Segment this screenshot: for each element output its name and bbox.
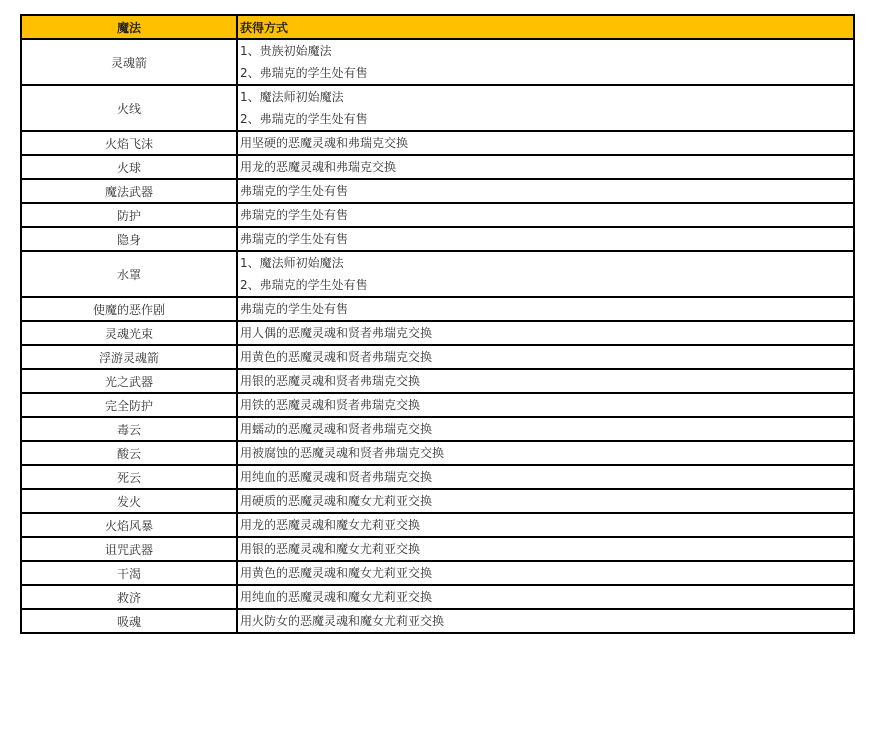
magic-name-cell: 火球 — [22, 156, 236, 178]
table-row — [22, 466, 853, 488]
acquisition-cell — [238, 86, 853, 130]
table-row — [22, 298, 853, 320]
table-row — [22, 86, 853, 130]
acquisition-line: 用人偶的恶魔灵魂和贤者弗瑞克交换 — [240, 326, 433, 340]
magic-name-cell: 浮游灵魂箭 — [22, 346, 236, 368]
acquisition-line: 用龙的恶魔灵魂和魔女尤莉亚交换 — [240, 518, 421, 532]
acquisition-cell — [238, 204, 853, 226]
acquisition-line: 用银的恶魔灵魂和贤者弗瑞克交换 — [240, 374, 421, 388]
table-row — [22, 132, 853, 154]
magic-name-cell: 使魔的恶作剧 — [22, 298, 236, 320]
table-row — [22, 252, 853, 296]
magic-name-cell: 发火 — [22, 490, 236, 512]
acquisition-cell — [238, 586, 853, 608]
magic-table-container — [20, 14, 855, 634]
acquisition-cell — [238, 298, 853, 320]
acquisition-line: 用黄色的恶魔灵魂和贤者弗瑞克交换 — [240, 350, 433, 364]
acquisition-cell — [238, 40, 853, 84]
acquisition-line: 2、弗瑞克的学生处有售 — [240, 66, 368, 80]
acquisition-line: 用铁的恶魔灵魂和贤者弗瑞克交换 — [240, 398, 421, 412]
table-row — [22, 586, 853, 608]
magic-name-cell: 光之武器 — [22, 370, 236, 392]
acquisition-line: 用坚硬的恶魔灵魂和弗瑞克交换 — [240, 136, 409, 150]
table-row — [22, 418, 853, 440]
table-row — [22, 156, 853, 178]
magic-name-cell: 隐身 — [22, 228, 236, 250]
acquisition-cell — [238, 156, 853, 178]
acquisition-cell — [238, 466, 853, 488]
acquisition-line: 弗瑞克的学生处有售 — [240, 184, 349, 198]
acquisition-cell — [238, 394, 853, 416]
acquisition-line: 用黄色的恶魔灵魂和魔女尤莉亚交换 — [240, 566, 433, 580]
magic-name-cell: 火焰飞沫 — [22, 132, 236, 154]
table-row — [22, 490, 853, 512]
table-header-row — [22, 16, 853, 38]
acquisition-line: 用纯血的恶魔灵魂和贤者弗瑞克交换 — [240, 470, 433, 484]
acquisition-line: 用纯血的恶魔灵魂和魔女尤莉亚交换 — [240, 590, 433, 604]
table-row — [22, 610, 853, 632]
acquisition-cell — [238, 610, 853, 632]
header-magic: 魔法 — [22, 16, 236, 38]
acquisition-cell — [238, 370, 853, 392]
table-row — [22, 346, 853, 368]
magic-name-cell: 救济 — [22, 586, 236, 608]
magic-name-cell: 诅咒武器 — [22, 538, 236, 560]
acquisition-cell — [238, 252, 853, 296]
acquisition-cell — [238, 538, 853, 560]
magic-table — [20, 14, 855, 634]
acquisition-cell — [238, 514, 853, 536]
table-row — [22, 562, 853, 584]
table-row — [22, 180, 853, 202]
table-row — [22, 204, 853, 226]
acquisition-cell — [238, 322, 853, 344]
magic-name-cell: 水罩 — [22, 252, 236, 296]
magic-name-cell: 魔法武器 — [22, 180, 236, 202]
acquisition-line: 用硬质的恶魔灵魂和魔女尤莉亚交换 — [240, 494, 433, 508]
acquisition-cell — [238, 228, 853, 250]
magic-name-cell: 毒云 — [22, 418, 236, 440]
acquisition-line: 用蠕动的恶魔灵魂和贤者弗瑞克交换 — [240, 422, 433, 436]
acquisition-line: 用被腐蚀的恶魔灵魂和贤者弗瑞克交换 — [240, 446, 445, 460]
magic-name-cell: 防护 — [22, 204, 236, 226]
acquisition-line: 2、弗瑞克的学生处有售 — [240, 112, 368, 126]
acquisition-line: 用银的恶魔灵魂和魔女尤莉亚交换 — [240, 542, 421, 556]
acquisition-cell — [238, 442, 853, 464]
magic-name-cell: 干渴 — [22, 562, 236, 584]
magic-name-cell: 吸魂 — [22, 610, 236, 632]
acquisition-line: 弗瑞克的学生处有售 — [240, 232, 349, 246]
magic-name-cell: 完全防护 — [22, 394, 236, 416]
acquisition-line: 弗瑞克的学生处有售 — [240, 302, 349, 316]
table-row — [22, 370, 853, 392]
magic-name-cell: 死云 — [22, 466, 236, 488]
table-row — [22, 514, 853, 536]
acquisition-line: 用龙的恶魔灵魂和弗瑞克交换 — [240, 160, 397, 174]
table-row — [22, 322, 853, 344]
acquisition-cell — [238, 418, 853, 440]
table-row — [22, 228, 853, 250]
acquisition-cell — [238, 490, 853, 512]
header-acquisition: 获得方式 — [238, 16, 853, 38]
acquisition-line: 1、贵族初始魔法 — [240, 44, 332, 58]
acquisition-line: 2、弗瑞克的学生处有售 — [240, 278, 368, 292]
table-row — [22, 538, 853, 560]
table-row — [22, 40, 853, 84]
magic-name-cell: 火焰风暴 — [22, 514, 236, 536]
acquisition-cell — [238, 346, 853, 368]
table-row — [22, 394, 853, 416]
acquisition-line: 1、魔法师初始魔法 — [240, 256, 344, 270]
acquisition-line: 1、魔法师初始魔法 — [240, 90, 344, 104]
acquisition-cell — [238, 562, 853, 584]
table-body — [22, 40, 853, 632]
acquisition-cell — [238, 132, 853, 154]
magic-name-cell: 酸云 — [22, 442, 236, 464]
acquisition-cell — [238, 180, 853, 202]
acquisition-line: 弗瑞克的学生处有售 — [240, 208, 349, 222]
magic-name-cell: 灵魂光束 — [22, 322, 236, 344]
table-row — [22, 442, 853, 464]
acquisition-line: 用火防女的恶魔灵魂和魔女尤莉亚交换 — [240, 614, 445, 628]
magic-name-cell: 火线 — [22, 86, 236, 130]
magic-name-cell: 灵魂箭 — [22, 40, 236, 84]
